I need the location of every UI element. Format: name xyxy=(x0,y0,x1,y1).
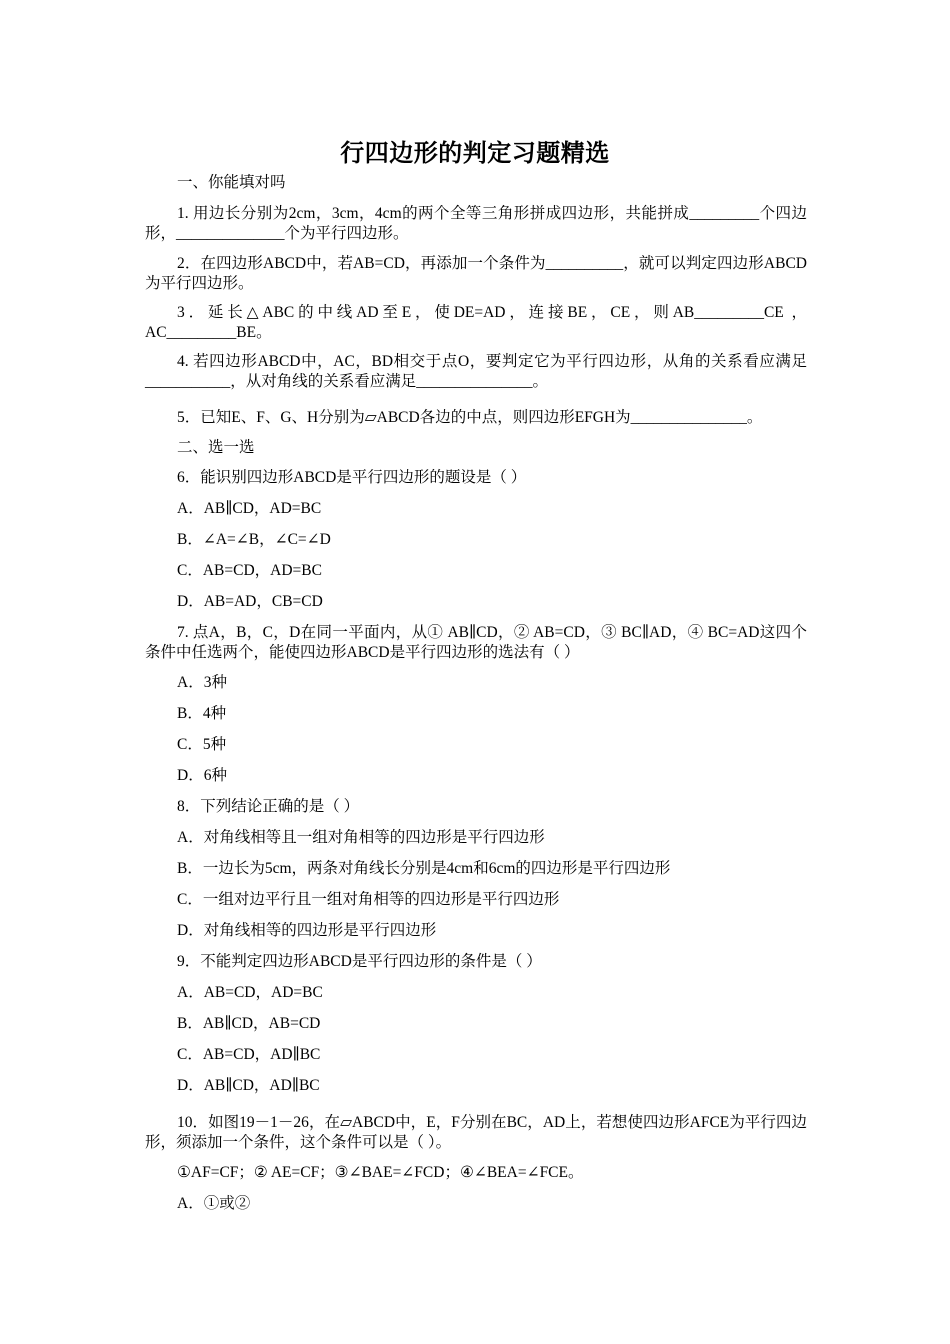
question-6-option-c: C．AB=CD，AD=BC xyxy=(177,562,322,579)
section-heading-choose: 二、选一选 xyxy=(177,439,255,456)
question-2: 2．在四边形ABCD中，若AB=CD，再添加一个条件为__________，就可以判定四边形ABCD为平行四边形。 xyxy=(145,255,807,292)
question-6-stem: 6．能识别四边形ABCD是平行四边形的题设是（ ） xyxy=(177,469,527,486)
question-6-option-b: B．∠A=∠B，∠C=∠D xyxy=(177,531,331,548)
question-7-option-a: A．3种 xyxy=(177,674,227,691)
question-8-option-c: C．一组对边平行且一组对角相等的四边形是平行四边形 xyxy=(177,891,560,908)
question-9-option-c: C．AB=CD，AD∥BC xyxy=(177,1046,321,1063)
page-title: 行四边形的判定习题精选 xyxy=(340,139,610,167)
question-7-option-b: B．4种 xyxy=(177,705,227,722)
question-8-option-a: A．对角线相等且一组对角相等的四边形是平行四边形 xyxy=(177,829,545,846)
question-1: 1. 用边长分别为2cm，3cm，4cm的两个全等三角形拼成四边形，共能拼成_________个四边形，______________个为平行四边形。 xyxy=(145,205,807,242)
question-6-option-a: A．AB∥CD，AD=BC xyxy=(177,500,322,517)
question-9-stem: 9．不能判定四边形ABCD是平行四边形的条件是（ ） xyxy=(177,953,542,970)
question-8-option-b: B．一边长为5cm，两条对角线长分别是4cm和6cm的四边形是平行四边形 xyxy=(177,860,671,877)
question-9-option-a: A．AB=CD，AD=BC xyxy=(177,984,323,1001)
question-6-option-d: D．AB=AD，CB=CD xyxy=(177,593,323,610)
question-8-stem: 8．下列结论正确的是（ ） xyxy=(177,798,360,815)
question-10-stem: 10．如图19－1－26，在▱ABCD中，E，F分别在BC，AD上，若想使四边形AFCE为平行四边形，须添加一个条件，这个条件可以是（ ）。 xyxy=(145,1114,807,1151)
question-5: 5．已知E、F、G、H分别为▱ABCD各边的中点，则四边形EFGH为_______________。 xyxy=(177,409,763,426)
question-9-option-b: B．AB∥CD，AB=CD xyxy=(177,1015,321,1032)
question-4: 4. 若四边形ABCD中，AC，BD相交于点O，要判定它为平行四边形，从角的关系看应满足___________，从对角线的关系看应满足_______________。 xyxy=(145,353,807,390)
question-10-conditions: ①AF=CF；② AE=CF；③∠BAE=∠FCD；④∠BEA=∠FCE。 xyxy=(177,1164,584,1181)
question-3: 3．延长△ABC的中线AD至E，使DE=AD，连接BE，CE，则AB_________CE ，AC_________BE。 xyxy=(145,304,807,341)
question-7-option-d: D．6种 xyxy=(177,767,227,784)
question-10-option-a: A．①或② xyxy=(177,1195,251,1212)
question-8-option-d: D．对角线相等的四边形是平行四边形 xyxy=(177,922,437,939)
question-9-option-d: D．AB∥CD，AD∥BC xyxy=(177,1077,320,1094)
section-heading-fill: 一、你能填对吗 xyxy=(177,174,286,191)
question-7-option-c: C．5种 xyxy=(177,736,227,753)
question-7-stem: 7. 点A，B，C，D在同一平面内，从① AB∥CD，② AB=CD，③ BC∥AD，④ BC=AD这四个条件中任选两个，能使四边形ABCD是平行四边形的选法有（ ） xyxy=(145,624,807,661)
